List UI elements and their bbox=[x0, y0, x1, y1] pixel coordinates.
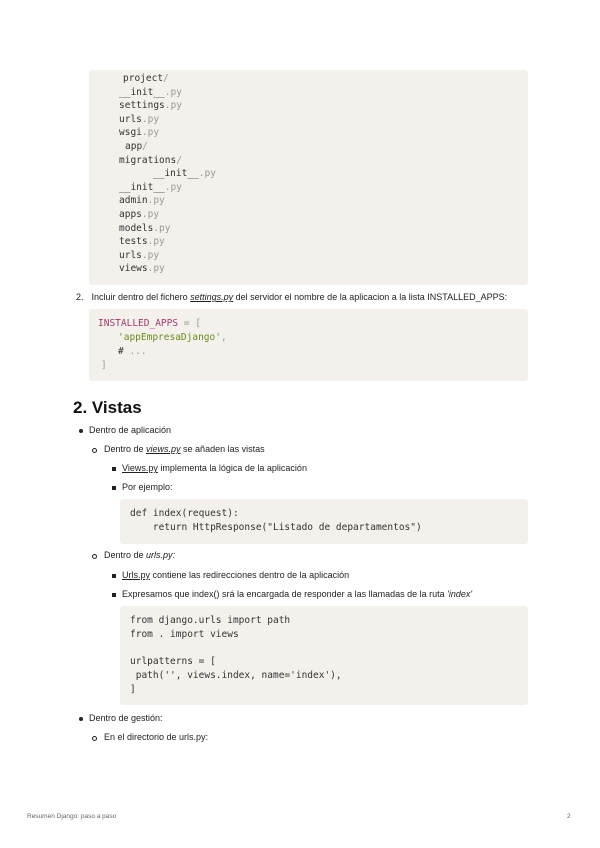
tree-line: settings.py bbox=[119, 100, 182, 112]
settings-link[interactable]: settings.py bbox=[190, 292, 234, 302]
step-text-after: del servidor el nombre de la aplicacion a la lista INSTALLED_APPS: bbox=[233, 292, 508, 302]
installed-apps-code-block bbox=[89, 309, 528, 381]
tree-line: migrations/ bbox=[119, 154, 182, 166]
tree-line: __init__.py bbox=[119, 181, 182, 193]
page-number: 2 bbox=[567, 813, 571, 820]
code-line: urlpatterns = [ bbox=[130, 656, 216, 667]
tree-line: apps.py bbox=[119, 209, 160, 220]
tree-line: __init__.py bbox=[153, 168, 216, 180]
sub-sub-item-urls-redirect: Urls.py contiene las redirecciones dentro de la aplicación bbox=[122, 570, 350, 580]
tree-line: models.py bbox=[119, 222, 171, 234]
directory-tree-block bbox=[89, 70, 528, 285]
tree-line: wsgi.py bbox=[119, 127, 160, 139]
step-number: 2. bbox=[76, 292, 84, 302]
sub-item-views: Dentro de views.py se añaden las vistas bbox=[104, 444, 265, 454]
list-item-aplicacion: Dentro de aplicación bbox=[89, 425, 172, 435]
bullet-square-icon bbox=[112, 486, 116, 490]
tree-line: tests.py bbox=[119, 236, 165, 248]
urls-code-block bbox=[120, 606, 528, 705]
sub-sub-item-index-route: Expresamos que index() srá la encargada de responder a las llamadas de la ruta 'index' bbox=[122, 589, 473, 599]
tree-line: views.py bbox=[119, 263, 165, 275]
code-line: def index(request): bbox=[130, 508, 239, 519]
bullet-circle-icon bbox=[92, 736, 97, 741]
bullet-circle-icon bbox=[92, 448, 97, 453]
sub-item-urls-directory: En el directorio de urls.py: bbox=[104, 732, 209, 742]
tree-line: __init__.py bbox=[119, 86, 182, 98]
tree-line: admin.py bbox=[119, 195, 165, 207]
bullet-circle-icon bbox=[92, 554, 97, 559]
sub-sub-item-views-logic: Views.py implementa la lógica de la aplicación bbox=[122, 463, 307, 473]
footer-title: Resumen Django: paso a paso bbox=[27, 813, 117, 820]
code-line: 'appEmpresaDjango', bbox=[118, 332, 227, 343]
urls-py-link[interactable]: Urls.py bbox=[122, 570, 151, 580]
tree-line: urls.py bbox=[119, 113, 160, 125]
list-item-gestion: Dentro de gestión: bbox=[89, 713, 163, 723]
sub-item-urls: Dentro de urls.py: bbox=[104, 550, 176, 560]
step-2-item bbox=[76, 292, 507, 302]
code-line: ] bbox=[101, 360, 107, 371]
code-line: INSTALLED_APPS = [ bbox=[98, 318, 201, 329]
tree-line: urls.py bbox=[119, 249, 160, 261]
bullet-square-icon bbox=[112, 593, 116, 597]
code-line: return HttpResponse("Listado de departamentos") bbox=[130, 522, 422, 533]
index-view-code-block bbox=[120, 499, 528, 544]
section-heading: 2. Vistas bbox=[73, 398, 142, 417]
sub-sub-item-ejemplo: Por ejemplo: bbox=[122, 482, 173, 492]
bullet-disc-icon bbox=[79, 717, 83, 721]
code-line: from django.urls import path bbox=[130, 615, 291, 626]
code-line: ] bbox=[130, 684, 136, 695]
bullet-square-icon bbox=[112, 574, 116, 578]
views-py-link[interactable]: Views.py bbox=[122, 463, 158, 473]
bullet-disc-icon bbox=[79, 429, 83, 433]
tree-line: app/ bbox=[125, 141, 148, 152]
code-line: path('', views.index, name='index'), bbox=[130, 670, 342, 681]
code-line: # ... bbox=[118, 346, 147, 357]
code-line: from . import views bbox=[130, 629, 239, 640]
step-text-before: Incluir dentro del fichero bbox=[91, 292, 191, 302]
bullet-square-icon bbox=[112, 467, 116, 471]
views-link[interactable]: views.py bbox=[146, 444, 181, 454]
tree-line: project/ bbox=[123, 73, 169, 84]
